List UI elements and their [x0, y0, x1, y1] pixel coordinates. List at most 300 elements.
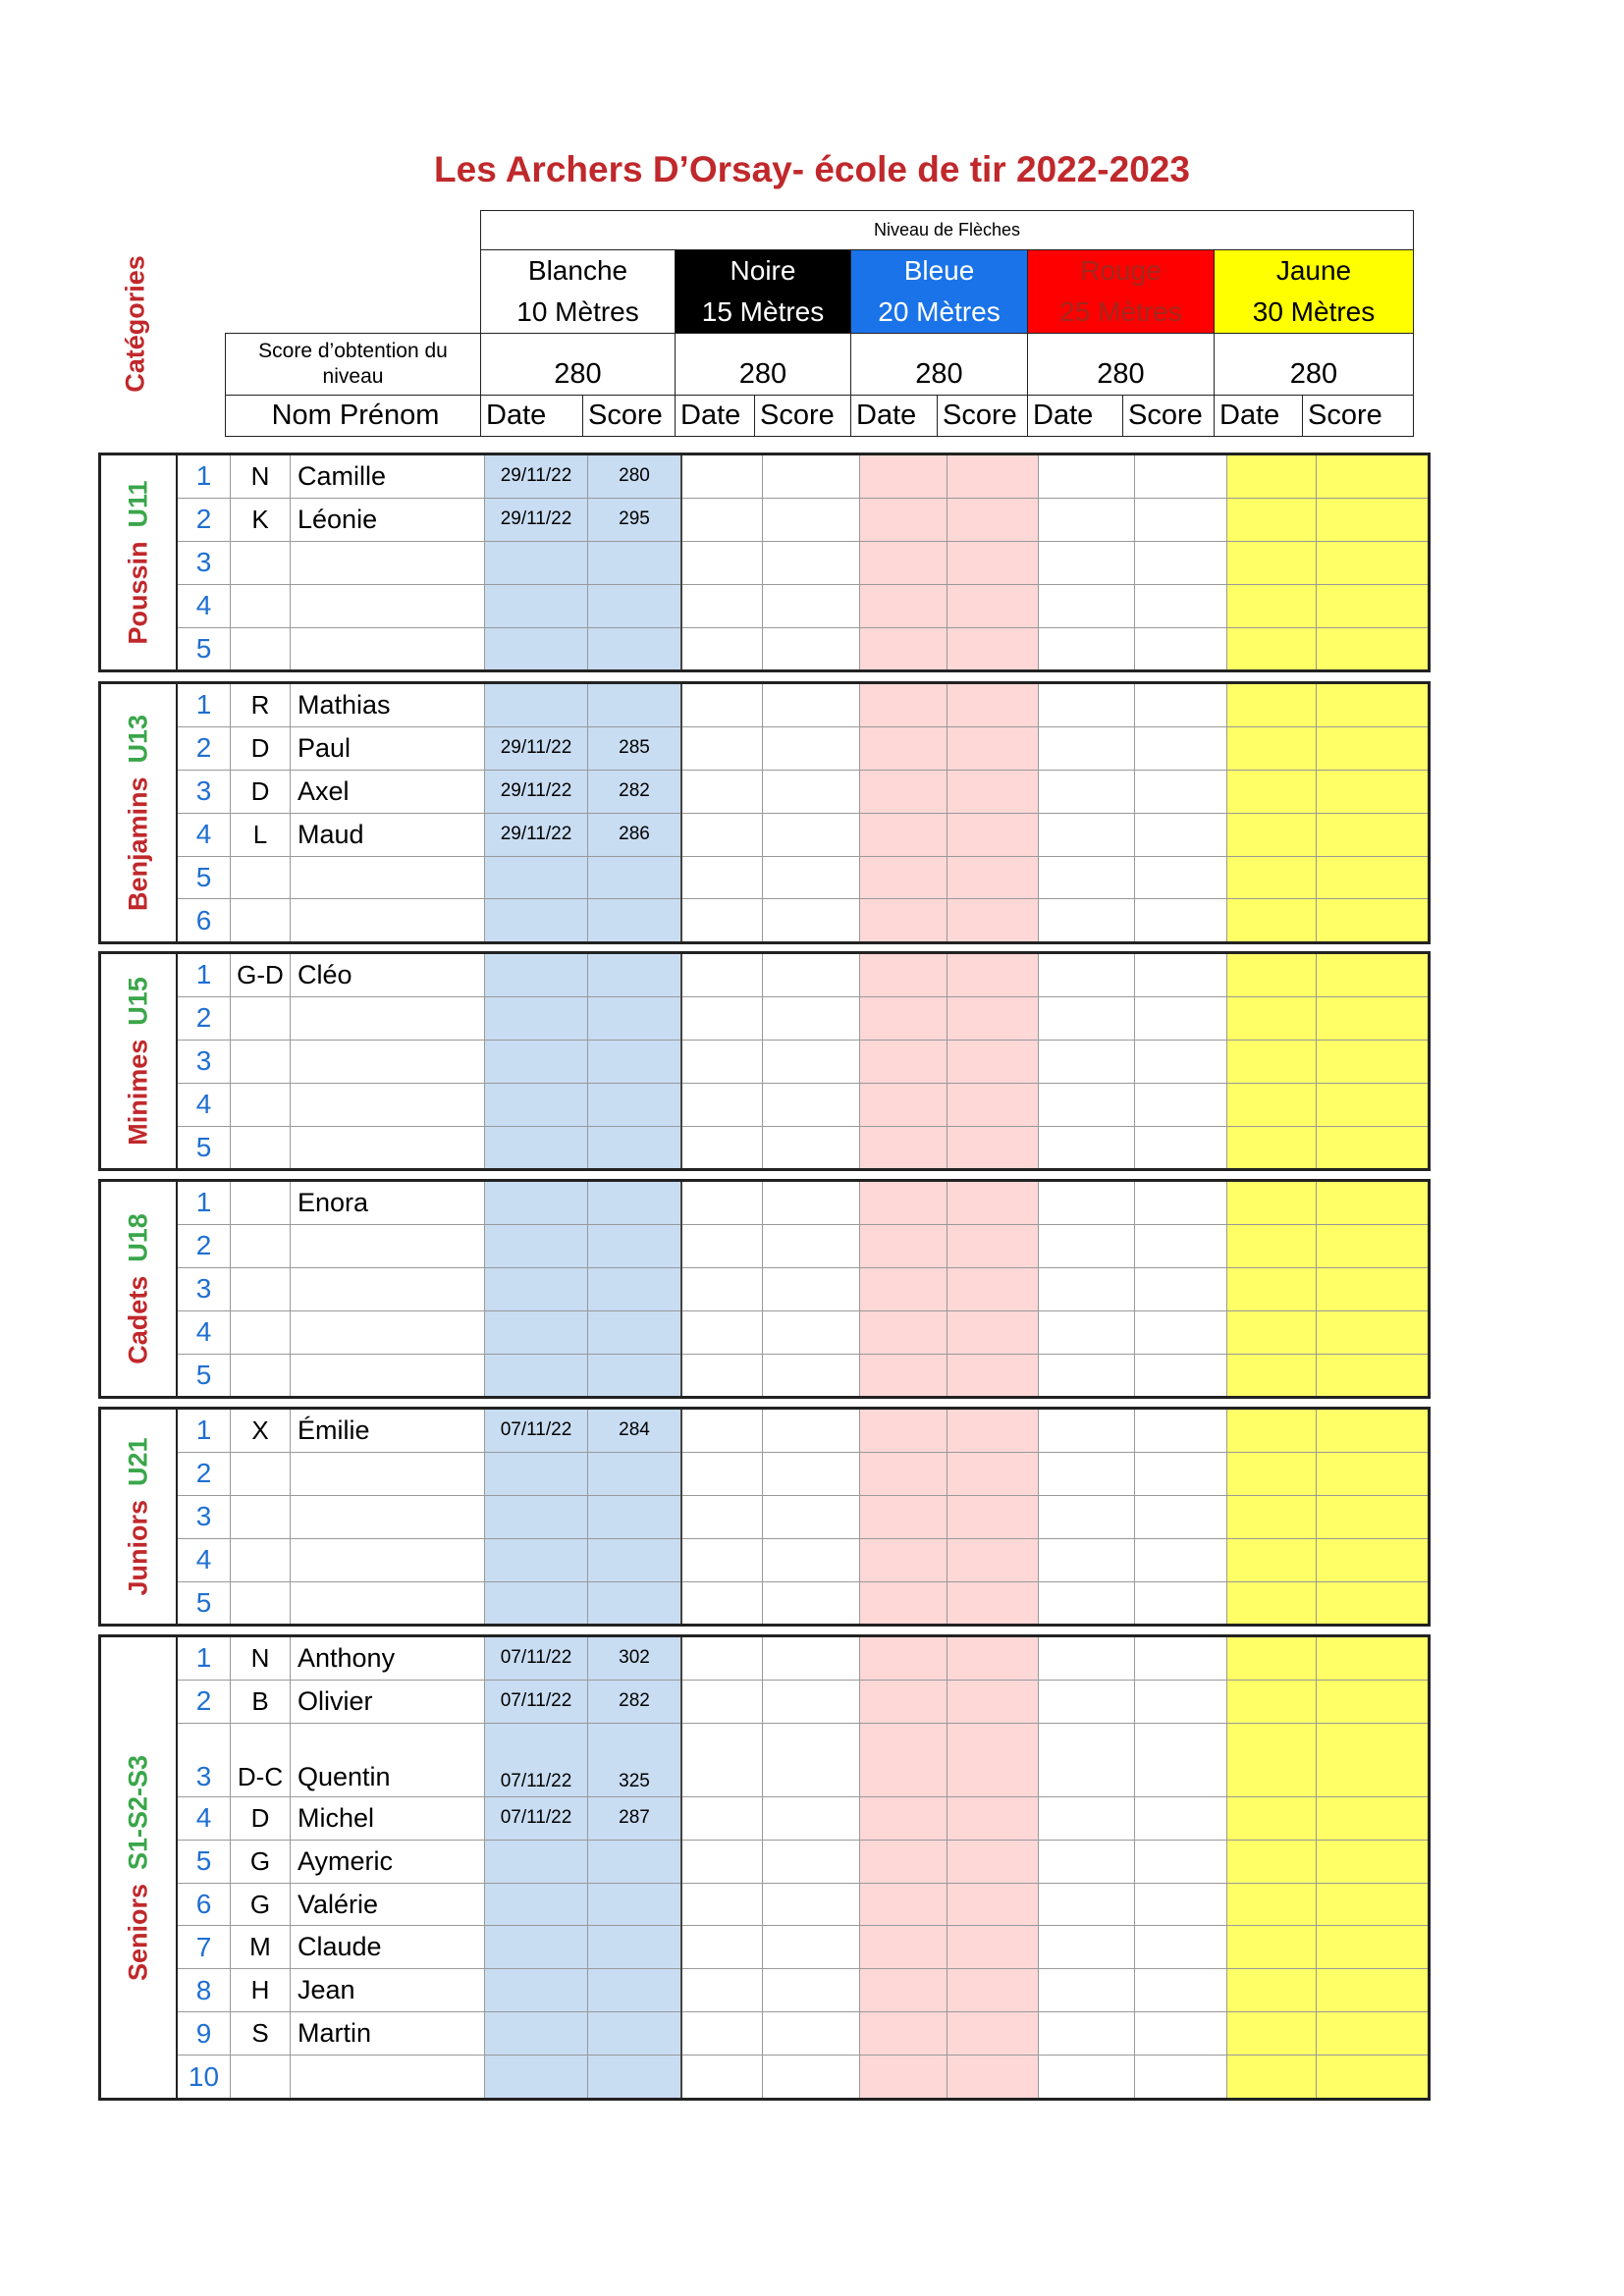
bleue-score	[947, 1969, 1039, 2012]
blanche-score	[588, 1310, 682, 1354]
rouge-date	[1039, 683, 1135, 727]
jaune-score	[1317, 770, 1430, 813]
noire-date	[681, 1796, 763, 1840]
blanche-date	[485, 584, 588, 627]
archer-initial: X	[231, 1409, 291, 1453]
rouge-date	[1039, 1538, 1135, 1581]
rouge-score	[1135, 454, 1227, 499]
bleue-date	[860, 1723, 947, 1796]
category-block-minimes	[98, 951, 1431, 1171]
jaune-date	[1227, 1796, 1317, 1840]
archer-name: Claude	[291, 1926, 485, 1969]
blanche-score	[588, 1581, 682, 1626]
level-name-jaune: Jaune	[1215, 250, 1414, 293]
noire-score	[763, 1452, 860, 1495]
noire-score	[763, 498, 860, 541]
rouge-score	[1135, 683, 1227, 727]
archer-name: Valérie	[291, 1883, 485, 1926]
noire-date	[681, 1083, 763, 1126]
bleue-date	[860, 1538, 947, 1581]
rouge-score	[1135, 1796, 1227, 1840]
blanche-date	[485, 1969, 588, 2012]
rouge-score	[1135, 1495, 1227, 1538]
blanche-score: 284	[588, 1409, 682, 1453]
bleue-score	[947, 1581, 1039, 1626]
blanche-score	[588, 1267, 682, 1310]
blanche-date	[485, 1310, 588, 1354]
rouge-date	[1039, 1636, 1135, 1681]
noire-date	[681, 726, 763, 770]
blanche-date	[485, 1040, 588, 1083]
jaune-date	[1227, 1969, 1317, 2012]
bleue-score	[947, 454, 1039, 499]
archer-name: Quentin	[291, 1723, 485, 1796]
rouge-date	[1039, 584, 1135, 627]
jaune-score	[1317, 899, 1430, 943]
category-label-cell	[100, 1181, 178, 1398]
date-column-label: Date	[1215, 396, 1303, 437]
blanche-date	[485, 1224, 588, 1267]
noire-date	[681, 1680, 763, 1723]
table-row	[100, 1883, 1430, 1926]
noire-score	[763, 1796, 860, 1840]
archer-initial	[231, 541, 291, 584]
blanche-score	[588, 1040, 682, 1083]
rouge-score	[1135, 1409, 1227, 1453]
blanche-score	[588, 1926, 682, 1969]
row-number: 4	[177, 1310, 231, 1354]
archer-initial: N	[231, 1636, 291, 1681]
archer-name	[291, 584, 485, 627]
jaune-score	[1317, 726, 1430, 770]
jaune-date	[1227, 1840, 1317, 1883]
bleue-score	[947, 627, 1039, 671]
row-number: 1	[177, 953, 231, 997]
bleue-score	[947, 1796, 1039, 1840]
bleue-date	[860, 2012, 947, 2056]
archer-initial: L	[231, 813, 291, 856]
bleue-date	[860, 1267, 947, 1310]
noire-date	[681, 1354, 763, 1398]
blanche-date	[485, 1926, 588, 1969]
noire-date	[681, 2056, 763, 2100]
row-number: 2	[177, 996, 231, 1040]
level-name-rouge: Rouge	[1028, 250, 1215, 293]
bleue-date	[860, 2056, 947, 2100]
bleue-score	[947, 1926, 1039, 1969]
blanche-date	[485, 1581, 588, 1626]
blanche-date: 29/11/22	[485, 498, 588, 541]
header-spacer	[226, 250, 481, 293]
noire-score	[763, 1883, 860, 1926]
rouge-score	[1135, 584, 1227, 627]
noire-score	[763, 683, 860, 727]
rouge-date	[1039, 1926, 1135, 1969]
jaune-score	[1317, 1495, 1430, 1538]
category-age-group: U11	[123, 480, 153, 528]
bleue-score	[947, 856, 1039, 899]
blanche-date	[485, 1083, 588, 1126]
row-number: 5	[177, 1840, 231, 1883]
jaune-score	[1317, 627, 1430, 671]
archer-initial: B	[231, 1680, 291, 1723]
noire-date	[681, 1636, 763, 1681]
jaune-date	[1227, 996, 1317, 1040]
jaune-score	[1317, 454, 1430, 499]
bleue-score	[947, 683, 1039, 727]
bleue-score	[947, 1354, 1039, 1398]
archer-initial: N	[231, 454, 291, 499]
blanche-score: 302	[588, 1636, 682, 1681]
archer-initial	[231, 1083, 291, 1126]
rouge-date	[1039, 1969, 1135, 2012]
row-number: 5	[177, 1581, 231, 1626]
archer-initial	[231, 1224, 291, 1267]
noire-date	[681, 498, 763, 541]
noire-date	[681, 1409, 763, 1453]
bleue-score	[947, 584, 1039, 627]
rouge-score	[1135, 2012, 1227, 2056]
rouge-score	[1135, 953, 1227, 997]
page-title: Les Archers D’Orsay- école de tir 2022-2023	[434, 149, 1190, 189]
blanche-score	[588, 584, 682, 627]
category-title: Seniors	[123, 1883, 153, 1981]
blanche-date: 07/11/22	[485, 1680, 588, 1723]
category-block-seniors	[98, 1634, 1431, 2101]
row-number: 2	[177, 1452, 231, 1495]
jaune-date	[1227, 1181, 1317, 1225]
rouge-score	[1135, 1040, 1227, 1083]
row-number: 3	[177, 1040, 231, 1083]
level-required-score: 280	[851, 334, 1028, 396]
score-column-label: Score	[1123, 396, 1215, 437]
table-row	[100, 498, 1430, 541]
blanche-score: 295	[588, 498, 682, 541]
rouge-date	[1039, 996, 1135, 1040]
rouge-date	[1039, 454, 1135, 499]
bleue-date	[860, 996, 947, 1040]
level-distance-jaune: 30 Mètres	[1215, 292, 1414, 334]
score-column-label: Score	[1303, 396, 1414, 437]
jaune-score	[1317, 1796, 1430, 1840]
bleue-score	[947, 1883, 1039, 1926]
row-number: 5	[177, 856, 231, 899]
archer-name	[291, 2056, 485, 2100]
jaune-score	[1317, 856, 1430, 899]
level-distance-noire: 15 Mètres	[676, 292, 851, 334]
jaune-date	[1227, 683, 1317, 727]
archer-name: Michel	[291, 1796, 485, 1840]
archer-initial	[231, 1126, 291, 1170]
jaune-score	[1317, 1883, 1430, 1926]
blanche-score: 282	[588, 770, 682, 813]
archer-initial: G	[231, 1883, 291, 1926]
rouge-date	[1039, 1181, 1135, 1225]
row-number: 1	[177, 1409, 231, 1453]
jaune-date	[1227, 856, 1317, 899]
noire-date	[681, 1926, 763, 1969]
bleue-score	[947, 1636, 1039, 1681]
jaune-score	[1317, 683, 1430, 727]
noire-score	[763, 1723, 860, 1796]
rouge-date	[1039, 856, 1135, 899]
archer-name: Émilie	[291, 1409, 485, 1453]
archer-initial	[231, 1267, 291, 1310]
jaune-score	[1317, 1409, 1430, 1453]
rouge-date	[1039, 953, 1135, 997]
jaune-score	[1317, 1969, 1430, 2012]
rouge-date	[1039, 1840, 1135, 1883]
jaune-date	[1227, 1354, 1317, 1398]
rouge-score	[1135, 1181, 1227, 1225]
rouge-date	[1039, 1883, 1135, 1926]
level-required-score: 280	[1215, 334, 1414, 396]
archer-initial	[231, 1354, 291, 1398]
row-number: 2	[177, 1224, 231, 1267]
level-distance-rouge: 25 Mètres	[1028, 292, 1215, 334]
blanche-score	[588, 1452, 682, 1495]
bleue-date	[860, 1796, 947, 1840]
noire-date	[681, 1883, 763, 1926]
noire-date	[681, 454, 763, 499]
archer-name: Jean	[291, 1969, 485, 2012]
row-number: 3	[177, 1267, 231, 1310]
row-number: 1	[177, 454, 231, 499]
rouge-date	[1039, 813, 1135, 856]
noire-score	[763, 899, 860, 943]
jaune-score	[1317, 1538, 1430, 1581]
jaune-score	[1317, 996, 1430, 1040]
bleue-date	[860, 1581, 947, 1626]
noire-date	[681, 2012, 763, 2056]
noire-date	[681, 899, 763, 943]
category-age-group: S1-S2-S3	[123, 1754, 153, 1870]
blanche-score	[588, 1495, 682, 1538]
bleue-date	[860, 1495, 947, 1538]
category-age-group: U21	[123, 1437, 153, 1487]
jaune-date	[1227, 1224, 1317, 1267]
rouge-score	[1135, 498, 1227, 541]
jaune-score	[1317, 953, 1430, 997]
noire-date	[681, 1452, 763, 1495]
category-name	[124, 715, 154, 911]
archer-name: Anthony	[291, 1636, 485, 1681]
jaune-date	[1227, 1538, 1317, 1581]
jaune-date	[1227, 541, 1317, 584]
rouge-score	[1135, 1883, 1227, 1926]
archer-name	[291, 856, 485, 899]
blanche-score	[588, 2056, 682, 2100]
category-age-group: U13	[123, 715, 153, 764]
table-row	[100, 683, 1430, 727]
category-label-cell	[100, 1636, 178, 2100]
archer-initial	[231, 1581, 291, 1626]
table-row	[100, 1723, 1430, 1796]
noire-date	[681, 541, 763, 584]
jaune-date	[1227, 813, 1317, 856]
blanche-score	[588, 1126, 682, 1170]
blanche-score	[588, 953, 682, 997]
bleue-score	[947, 770, 1039, 813]
archer-name: Léonie	[291, 498, 485, 541]
archer-initial: H	[231, 1969, 291, 2012]
row-number: 6	[177, 899, 231, 943]
rouge-date	[1039, 1452, 1135, 1495]
archer-name	[291, 1538, 485, 1581]
bleue-score	[947, 1723, 1039, 1796]
jaune-score	[1317, 1267, 1430, 1310]
table-row	[100, 1452, 1430, 1495]
blanche-date	[485, 2056, 588, 2100]
table-row	[100, 454, 1430, 499]
bleue-score	[947, 2056, 1039, 2100]
category-name	[124, 1754, 154, 1980]
jaune-date	[1227, 1267, 1317, 1310]
jaune-date	[1227, 584, 1317, 627]
jaune-date	[1227, 899, 1317, 943]
noire-score	[763, 996, 860, 1040]
level-required-score: 280	[1028, 334, 1215, 396]
table-row	[100, 1636, 1430, 1681]
noire-score	[763, 1680, 860, 1723]
blanche-date	[485, 683, 588, 727]
date-column-label: Date	[851, 396, 938, 437]
bleue-date	[860, 1040, 947, 1083]
bleue-score	[947, 1452, 1039, 1495]
blanche-score	[588, 1538, 682, 1581]
jaune-date	[1227, 1581, 1317, 1626]
rouge-date	[1039, 1354, 1135, 1398]
table-row	[100, 1840, 1430, 1883]
blanche-date: 29/11/22	[485, 726, 588, 770]
rouge-date	[1039, 2012, 1135, 2056]
archer-name: Paul	[291, 726, 485, 770]
bleue-date	[860, 1310, 947, 1354]
bleue-score	[947, 2012, 1039, 2056]
archer-name	[291, 1267, 485, 1310]
noire-date	[681, 1969, 763, 2012]
noire-score	[763, 813, 860, 856]
blanche-date	[485, 856, 588, 899]
bleue-score	[947, 1040, 1039, 1083]
rouge-score	[1135, 1723, 1227, 1796]
rouge-score	[1135, 1224, 1227, 1267]
bleue-date	[860, 1840, 947, 1883]
row-number: 2	[177, 498, 231, 541]
niveau-label: Niveau de Flèches	[481, 211, 1414, 250]
jaune-score	[1317, 1680, 1430, 1723]
archer-initial: K	[231, 498, 291, 541]
bleue-date	[860, 541, 947, 584]
noire-score	[763, 1181, 860, 1225]
bleue-date	[860, 899, 947, 943]
noire-score	[763, 1040, 860, 1083]
jaune-score	[1317, 1723, 1430, 1796]
table-row	[100, 1310, 1430, 1354]
rouge-score	[1135, 1581, 1227, 1626]
blanche-score	[588, 541, 682, 584]
table-row	[100, 953, 1430, 997]
row-number: 2	[177, 726, 231, 770]
jaune-score	[1317, 1310, 1430, 1354]
row-number: 6	[177, 1883, 231, 1926]
blanche-date: 07/11/22	[485, 1409, 588, 1453]
blanche-date	[485, 1181, 588, 1225]
bleue-score	[947, 1181, 1039, 1225]
row-number: 4	[177, 813, 231, 856]
blanche-date: 29/11/22	[485, 454, 588, 499]
row-number: 4	[177, 1538, 231, 1581]
noire-date	[681, 584, 763, 627]
rouge-score	[1135, 770, 1227, 813]
rouge-date	[1039, 627, 1135, 671]
archer-name	[291, 1126, 485, 1170]
jaune-score	[1317, 498, 1430, 541]
table-row	[100, 1126, 1430, 1170]
blanche-date	[485, 1495, 588, 1538]
level-name-noire: Noire	[676, 250, 851, 293]
header-spacer	[226, 292, 481, 334]
archer-name	[291, 1354, 485, 1398]
bleue-score	[947, 726, 1039, 770]
row-number: 3	[177, 1723, 231, 1796]
header-spacer	[226, 211, 481, 250]
bleue-score	[947, 1126, 1039, 1170]
bleue-score	[947, 899, 1039, 943]
blanche-date	[485, 953, 588, 997]
noire-score	[763, 1926, 860, 1969]
archer-initial: D	[231, 770, 291, 813]
category-block-cadets	[98, 1179, 1431, 1399]
category-name	[124, 481, 154, 645]
jaune-score	[1317, 1636, 1430, 1681]
bleue-score	[947, 498, 1039, 541]
row-number: 10	[177, 2056, 231, 2100]
noire-score	[763, 1083, 860, 1126]
jaune-date	[1227, 498, 1317, 541]
bleue-date	[860, 1636, 947, 1681]
level-required-score: 280	[481, 334, 676, 396]
table-row	[100, 1040, 1430, 1083]
row-number: 8	[177, 1969, 231, 2012]
rouge-date	[1039, 1267, 1135, 1310]
rouge-score	[1135, 1354, 1227, 1398]
archer-name: Enora	[291, 1181, 485, 1225]
table-row	[100, 1969, 1430, 2012]
blanche-score: 286	[588, 813, 682, 856]
blanche-score: 287	[588, 1796, 682, 1840]
noire-date	[681, 770, 763, 813]
jaune-date	[1227, 2056, 1317, 2100]
noire-score	[763, 1840, 860, 1883]
bleue-score	[947, 996, 1039, 1040]
table-row	[100, 899, 1430, 943]
archer-name	[291, 1495, 485, 1538]
blanche-score	[588, 996, 682, 1040]
category-title: Cadets	[123, 1275, 153, 1364]
noire-date	[681, 1723, 763, 1796]
jaune-date	[1227, 1883, 1317, 1926]
bleue-date	[860, 1083, 947, 1126]
jaune-score	[1317, 1181, 1430, 1225]
noire-score	[763, 1409, 860, 1453]
table-row	[100, 1680, 1430, 1723]
jaune-date	[1227, 2012, 1317, 2056]
blanche-date	[485, 1126, 588, 1170]
archer-name	[291, 899, 485, 943]
bleue-score	[947, 1538, 1039, 1581]
bleue-date	[860, 1969, 947, 2012]
